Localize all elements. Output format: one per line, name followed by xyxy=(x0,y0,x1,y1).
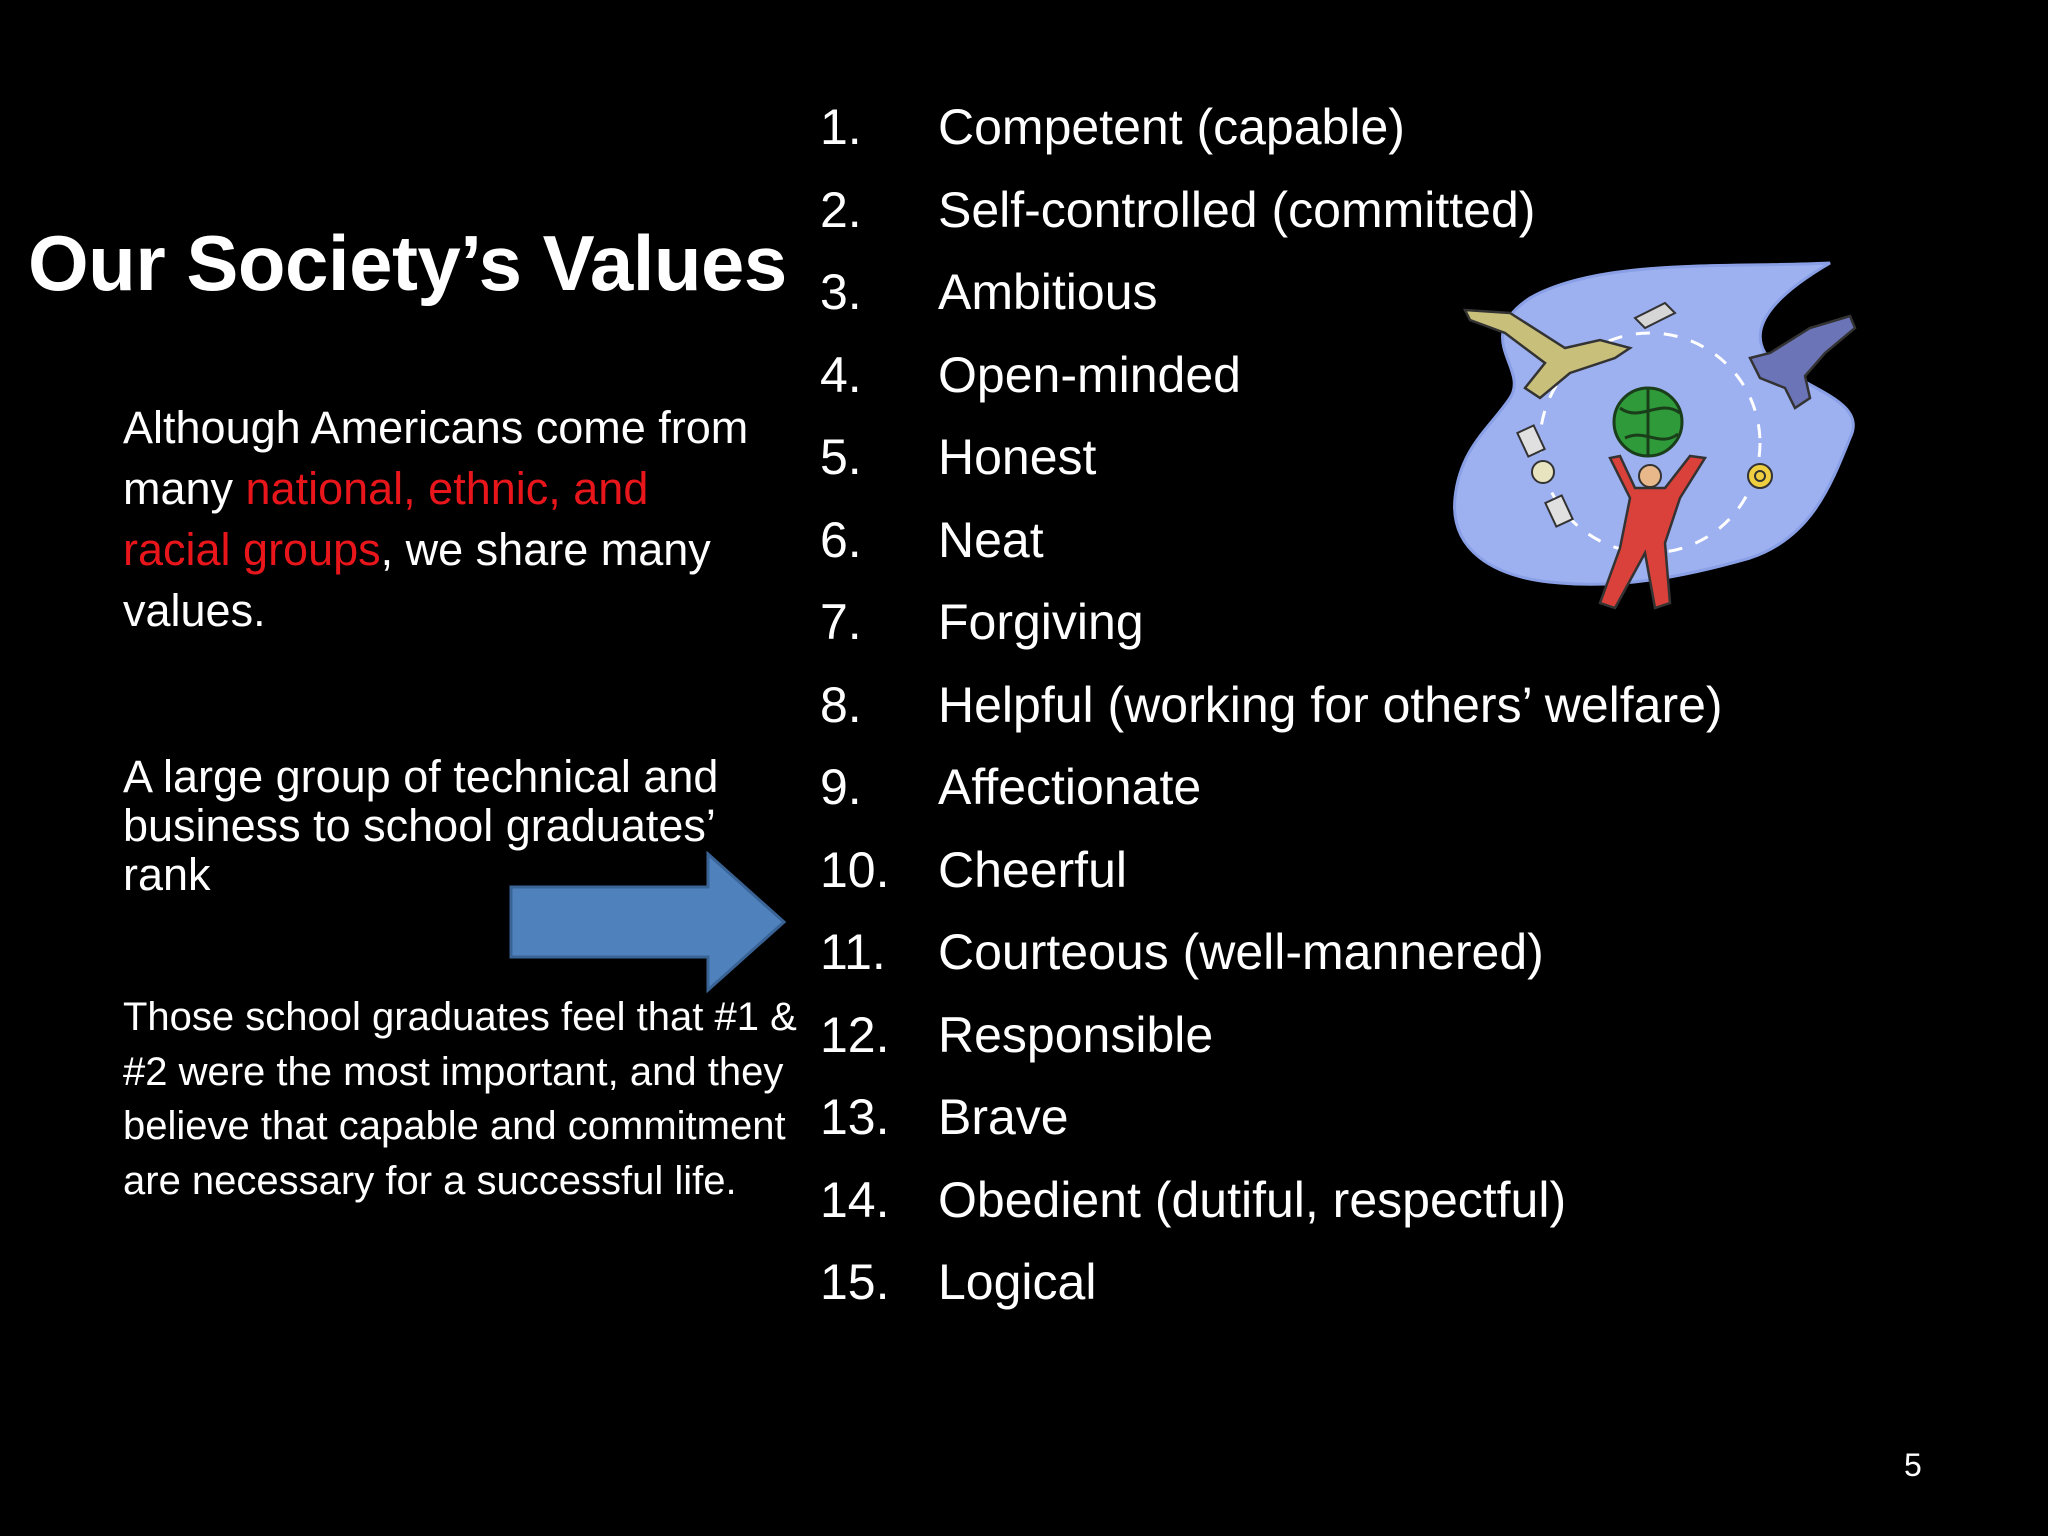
intro-text-end: , we share many values. xyxy=(123,524,711,636)
value-label: Helpful (working for others’ welfare) xyxy=(938,676,1723,733)
value-number: 2. xyxy=(820,181,862,238)
value-number: 4. xyxy=(820,346,862,403)
value-number: 5. xyxy=(820,429,862,486)
value-item xyxy=(820,746,1723,829)
value-number: 15. xyxy=(820,1254,890,1311)
value-label: Responsible xyxy=(938,1006,1214,1063)
page-number: 5 xyxy=(1904,1447,1922,1483)
value-label: Neat xyxy=(938,511,1044,568)
value-label: Ambitious xyxy=(938,264,1158,321)
value-number: 7. xyxy=(820,594,862,651)
value-number: 8. xyxy=(820,676,862,733)
floating-people-globe-clipart xyxy=(1450,258,1870,658)
value-label: Self-controlled (committed) xyxy=(938,181,1536,238)
value-item xyxy=(820,994,1723,1077)
value-number: 11. xyxy=(820,924,886,981)
intro-highlight: national, ethnic, and racial groups xyxy=(123,463,649,575)
value-label: Affectionate xyxy=(938,759,1202,816)
ranking-paragraph: A large group of technical and business to school graduates’ rank xyxy=(123,751,719,900)
value-number: 9. xyxy=(820,759,862,816)
value-item xyxy=(820,911,1723,994)
value-label: Competent (capable) xyxy=(938,99,1405,156)
value-label: Forgiving xyxy=(938,594,1144,651)
slide-title: Our Society’s Values xyxy=(28,219,787,307)
intro-paragraph xyxy=(123,397,763,641)
value-number: 13. xyxy=(820,1089,890,1146)
value-item xyxy=(820,1241,1723,1324)
value-label: Cheerful xyxy=(938,841,1127,898)
value-item xyxy=(820,829,1723,912)
value-number: 1. xyxy=(820,99,862,156)
value-item xyxy=(820,1159,1723,1242)
value-number: 10. xyxy=(820,841,890,898)
value-label: Obedient (dutiful, respectful) xyxy=(938,1171,1567,1228)
value-label: Open-minded xyxy=(938,346,1241,403)
value-number: 14. xyxy=(820,1171,890,1228)
value-item xyxy=(820,86,1723,169)
value-label: Courteous (well-mannered) xyxy=(938,924,1544,981)
value-label: Logical xyxy=(938,1254,1097,1311)
value-number: 6. xyxy=(820,511,862,568)
value-label: Honest xyxy=(938,429,1097,486)
value-label: Brave xyxy=(938,1089,1069,1146)
intro-text-start: Although Americans come from many xyxy=(123,402,749,514)
right-arrow-icon xyxy=(508,851,790,993)
value-item xyxy=(820,169,1723,252)
value-number: 12. xyxy=(820,1006,890,1063)
value-number: 3. xyxy=(820,264,862,321)
conclusion-paragraph: Those school graduates feel that #1 & #2 were the most important, and they believe that capable and commitment are necessary for a successful life. xyxy=(123,995,797,1203)
value-item xyxy=(820,1076,1723,1159)
value-item xyxy=(820,664,1723,747)
